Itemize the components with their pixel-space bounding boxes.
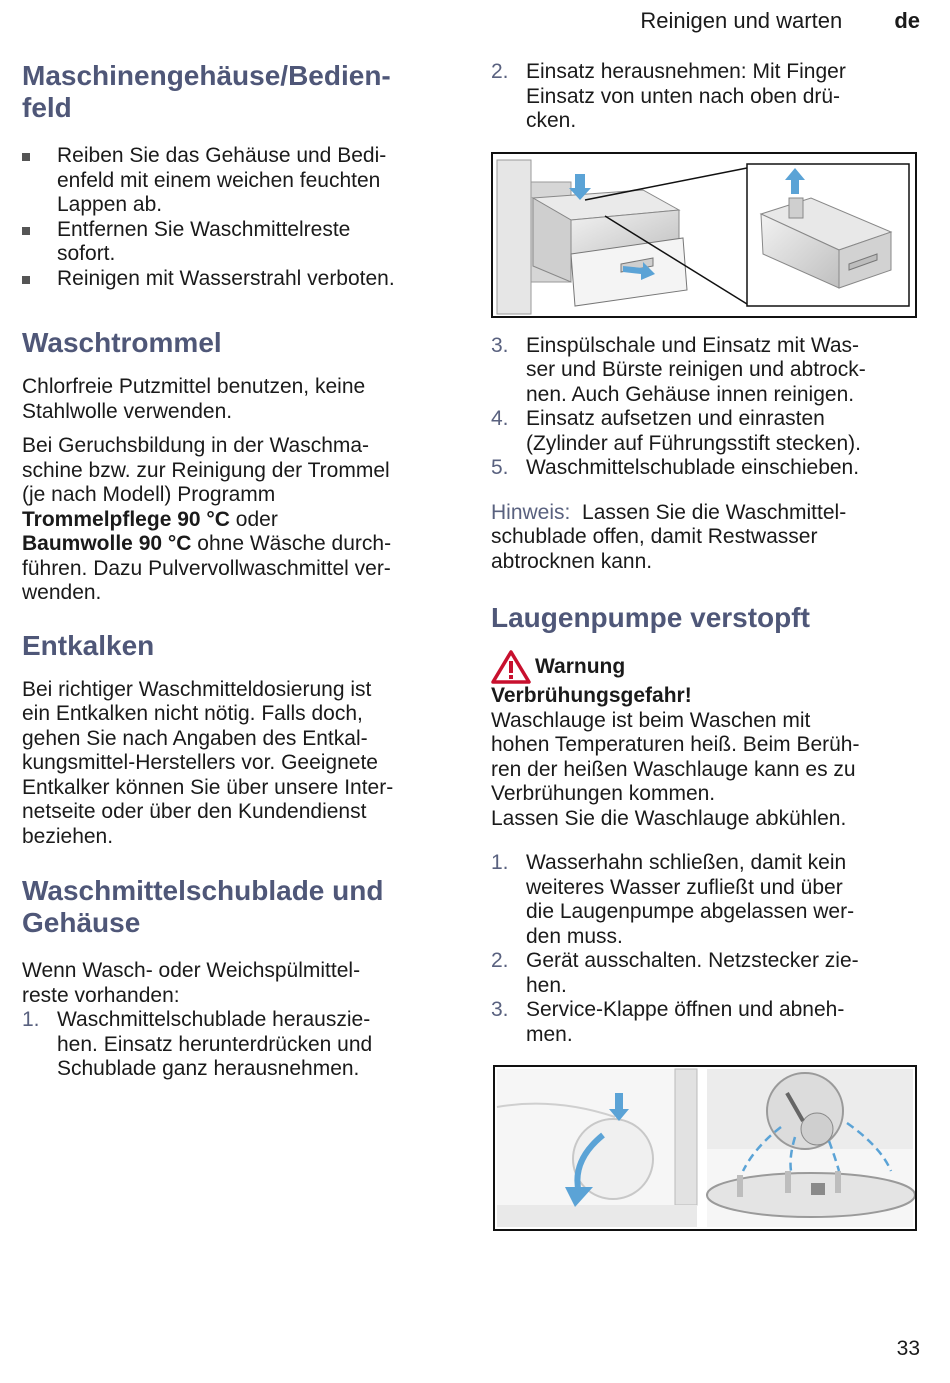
care-bullets — [22, 144, 452, 291]
cleaning-steps — [491, 334, 923, 481]
header-language: de — [894, 8, 920, 33]
list-item: Reiben Sie das Gehäuse und Bedi- enfeld mit einem weichen feuchten Lappen ab. — [22, 144, 452, 218]
bullet-square-icon — [22, 227, 30, 235]
list-item: 2. Gerät ausschalten. Netzstecker zie- hen. — [491, 949, 859, 997]
right-column — [491, 60, 923, 1231]
program-name: Baumwolle 90 °C — [22, 532, 192, 555]
heading-waschtrommel: Waschtrommel — [22, 327, 222, 358]
warning-heading — [491, 650, 923, 684]
list-item: 1. Wasserhahn schließen, damit kein weiteres Wasser zufließt und über die Laugenpumpe abgelassen wer- den muss. — [491, 851, 855, 948]
paragraph-descaling: Bei richtiger Waschmitteldosierung ist ein Entkalken nicht nötig. Falls doch, gehen Sie nach Angaben des Entkal- kungsmittel-Herstellers vor. Geeignete Entkalker können Sie über unsere Inter- netseite oder über den Kundendienst beziehen. — [22, 677, 394, 848]
paragraph-cleaning-agents: Chlorfreie Putzmittel benutzen, keine Stahlwolle verwenden. — [22, 375, 366, 423]
pump-steps — [491, 851, 923, 1047]
program-name: Trommelpflege 90 °C — [22, 507, 230, 531]
heading-laugenpumpe: Laugenpumpe verstopft — [491, 602, 810, 633]
list-item: Reinigen mit Wasserstrahl verboten. — [22, 267, 452, 292]
paragraph-odour: Bei Geruchsbildung in der Waschma- schine bzw. zur Reinigung der Trommel (je nach Modell) Programm Trommelpflege 90 °C oder Baumwolle 90 °C ohne Wäsche durch- führen. Dazu Pulvervollwaschmittel ver- wenden. — [22, 434, 392, 604]
bullet-square-icon — [22, 153, 30, 161]
step-number: 5. — [491, 456, 509, 479]
step-number: 2. — [491, 949, 509, 972]
list-item: 2. Einsatz herausnehmen: Mit Finger Einsatz von unten nach oben drü- cken. — [491, 60, 846, 132]
step-number: 4. — [491, 407, 509, 430]
heading-waschmittelschublade: Waschmittelschublade und Gehäuse — [22, 875, 384, 938]
list-item: 3. Einspülschale und Einsatz mit Was- ser und Bürste reinigen und abtrock- nen. Auch Gehäuse innen reinigen. — [491, 333, 866, 406]
hint-label: Hinweis: — [491, 500, 571, 524]
warning-title: Verbrühungsgefahr! — [491, 684, 692, 707]
step-number: 3. — [491, 333, 509, 357]
list-item: 5. Waschmittelschublade einschieben. — [491, 456, 860, 479]
drawer-steps — [22, 1008, 452, 1082]
warning-triangle-icon — [491, 650, 531, 684]
list-item: 4. Einsatz aufsetzen und einrasten (Zylinder auf Führungsstift stecken). — [491, 407, 861, 455]
service-flap-illustration — [493, 1065, 917, 1231]
left-column — [22, 60, 452, 1082]
warning-text: Waschlauge ist beim Waschen mit hohen Temperaturen heiß. Beim Berüh- ren der heißen Waschlauge kann es zu Verbrühungen kommen. Lassen Sie die Waschlauge abkühlen. — [491, 708, 860, 830]
list-item: Entfernen Sie Waschmittelreste sofort. — [22, 218, 452, 267]
heading-maschinengehaeuse: Maschinengehäuse/Bedien- feld — [22, 60, 391, 123]
step-number: 1. — [491, 851, 509, 874]
paragraph-residues: Wenn Wasch- oder Weichspülmittel- reste vorhanden: — [22, 959, 361, 1007]
step-number: 1. — [22, 1008, 40, 1031]
warning-label: Warnung — [535, 655, 626, 678]
list-item: 1. Waschmittelschublade herauszie- hen. Einsatz herunterdrücken und Schublade ganz herausnehmen. — [22, 1008, 373, 1080]
insert-steps — [491, 60, 923, 134]
bullet-square-icon — [22, 276, 30, 284]
heading-entkalken: Entkalken — [22, 629, 155, 661]
drawer-insert-image — [493, 154, 915, 316]
hint-note: Hinweis: Lassen Sie die Waschmittel- schublade offen, damit Restwasser abtrocknen kann. — [491, 500, 847, 573]
header-section-title: Reinigen und warten — [640, 8, 843, 33]
page-number: 33 — [896, 1337, 920, 1360]
page-header — [640, 8, 920, 34]
service-flap-image — [495, 1067, 915, 1229]
step-number: 2. — [491, 60, 509, 83]
drawer-illustration — [491, 152, 917, 318]
step-number: 3. — [491, 998, 509, 1021]
list-item: 3. Service-Klappe öffnen und abneh- men. — [491, 998, 845, 1046]
